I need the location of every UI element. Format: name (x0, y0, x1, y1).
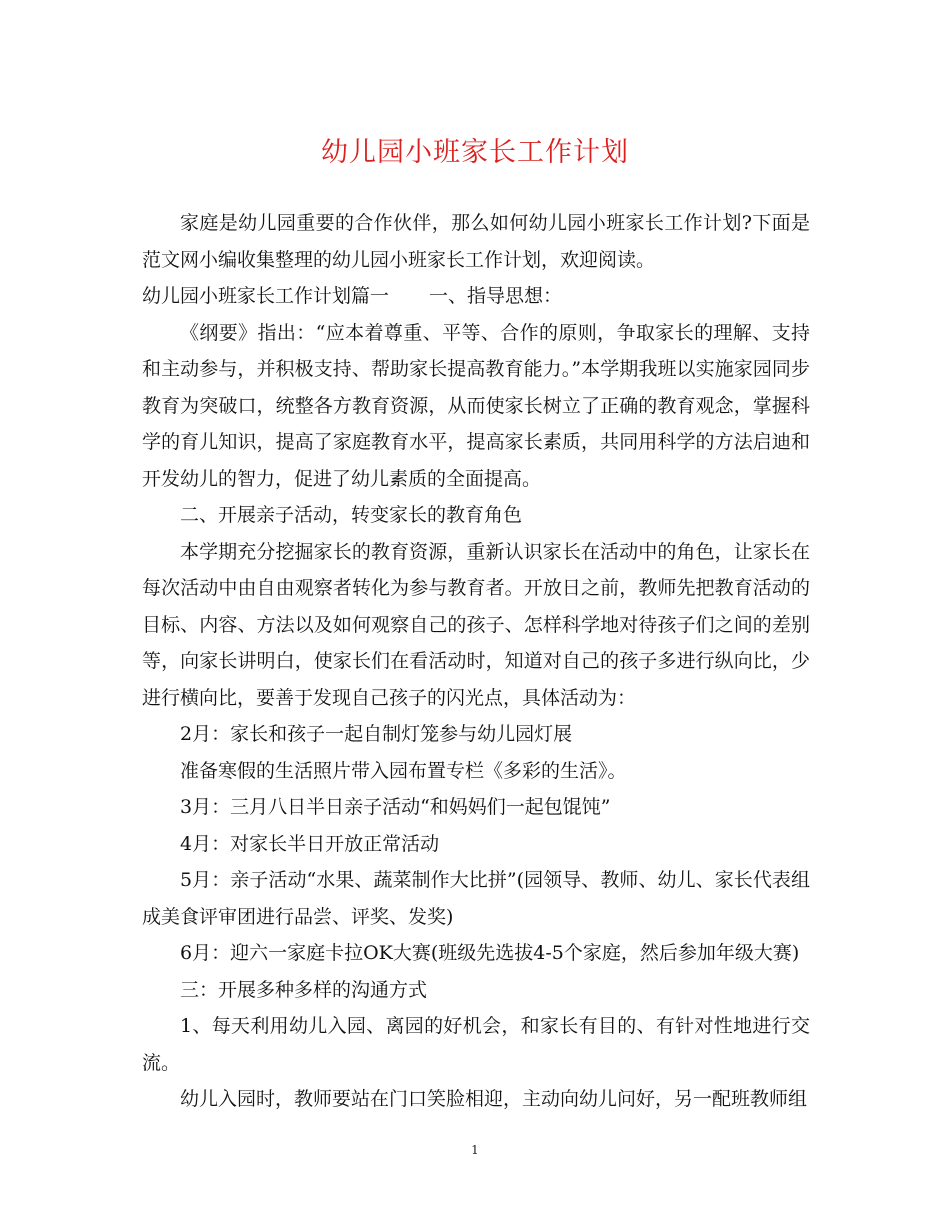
list-item: 准备寒假的生活照片带入园布置专栏《多彩的生活》。 (180, 759, 627, 782)
paragraph: 《纲要》指出：“应本着尊重、平等、合作的原则，争取家长的理解、支持和主动参与，并积极支持、帮助家长提高教育能力。”本学期我班以实施家园同步教育为突破口，统整各方教育资源，从而使家长树立了正确的教育观念，掌握科学的育儿知识，提高了家庭教育水平，提高家长素质，共同用科学的方法启迪和开发幼儿的智力，促进了幼儿素质的全面提高。 (142, 321, 810, 490)
page-title: 幼儿园小班家长工作计划 (321, 137, 629, 168)
section-heading: 一、指导思想： (429, 285, 563, 307)
list-item: 6月：迎六一家庭卡拉OK大赛(班级先选拔4-5个家庭，然后参加年级大赛) (180, 942, 800, 964)
list-item: 5月：亲子活动“水果、蔬菜制作大比拼”(园领导、教师、幼儿、家长代表组成美食评审团进行品尝、评奖、发奖) (142, 869, 810, 928)
subheading: 三：开展多种多样的沟通方式 (180, 978, 428, 1001)
paragraph: 幼儿入园时，教师要站在门口笑脸相迎，主动向幼儿问好，另一配班教师组 (180, 1088, 808, 1110)
paragraph: 本学期充分挖掘家长的教育资源，重新认识家长在活动中的角色，让家长在每次活动中由自由观察者转化为参与教育者。开放日之前，教师先把教育活动的目标、内容、方法以及如何观察自己的孩子、怎样科学地对待孩子们之间的差别等，向家长讲明白，使家长们在看活动时，知道对自己的孩子多进行纵向比，少进行横向比，要善于发现自己孩子的闪光点，具体活动为： (142, 540, 810, 709)
list-item: 3月：三月八日半日亲子活动“和妈妈们一起包馄饨” (180, 796, 611, 818)
section-label: 幼儿园小班家长工作计划篇一 (142, 285, 390, 307)
list-item: 2月：家长和孩子一起自制灯笼参与幼儿园灯展 (180, 723, 573, 745)
paragraph: 1、每天利用幼儿入园、离园的好机会，和家长有目的、有针对性地进行交流。 (142, 1015, 810, 1074)
document-body (142, 205, 810, 1118)
section-heading-row (142, 278, 810, 315)
subheading: 二、开展亲子活动，转变家长的教育角色 (180, 504, 523, 526)
list-item: 4月：对家长半日开放正常活动 (180, 832, 440, 855)
intro-paragraph: 家庭是幼儿园重要的合作伙伴，那么如何幼儿园小班家长工作计划?下面是范文网小编收集整理的幼儿园小班家长工作计划，欢迎阅读。 (142, 212, 810, 271)
page-number: 1 (471, 1143, 479, 1157)
